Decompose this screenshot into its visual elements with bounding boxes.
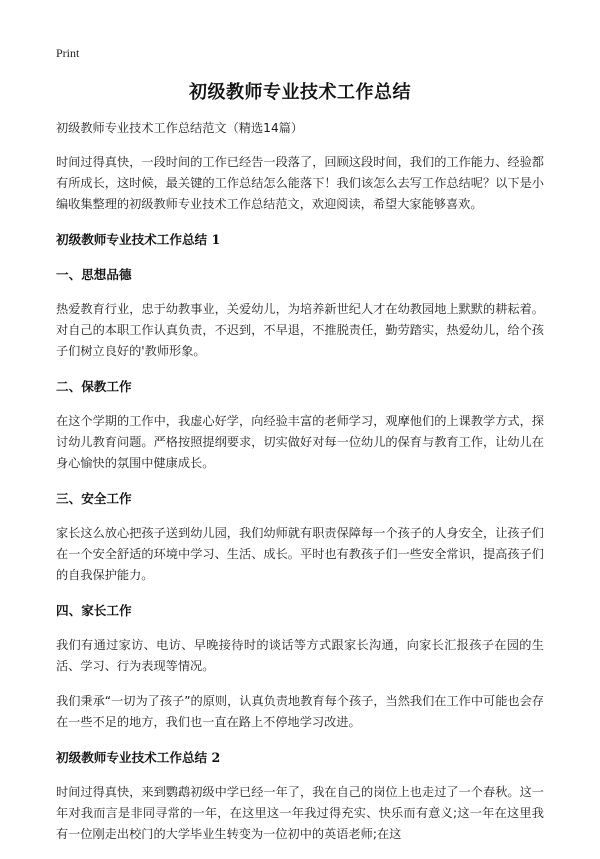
paragraph-parents-1: 我们有通过家访、电访、早晚接待时的谈话等方式跟家长沟通，向家长汇报孩子在园的生活、学习、行为表现等情况。	[56, 638, 544, 673]
paragraph-care-education: 在这个学期的工作中，我虚心好学，向经验丰富的老师学习，观摩他们的上课教学方式，探讨幼儿教育问题。严格按照提纲要求，切实做好对每一位幼儿的保育与教育工作，让幼儿在身心愉快的氛围中健康成长。	[56, 414, 544, 470]
document-body	[56, 118, 544, 859]
section-2-heading: 初级教师专业技术工作总结 2	[56, 750, 221, 765]
document-title: 初级教师专业技术工作总结	[189, 82, 411, 103]
subsection-heading-ideology: 一、思想品德	[56, 267, 132, 282]
print-label[interactable]: Print	[56, 46, 80, 60]
paragraph-safety: 家长这么放心把孩子送到幼儿园，我们幼师就有职责保障每一个孩子的人身安全，让孩子们在一个安全舒适的环境中学习、生活、成长。平时也有教孩子们一些安全常识，提高孩子们的自我保护能力。	[56, 526, 544, 582]
paragraph-parents-2: 我们秉承“一切为了孩子”的原则，认真负责地教育每个孩子，当然我们在工作中可能也会存在一些不足的地方，我们也一直在路上不停地学习改进。	[56, 694, 544, 729]
subsection-heading-parents: 四、家长工作	[56, 603, 132, 618]
intro-paragraph: 时间过得真快，一段时间的工作已经告一段落了，回顾这段时间，我们的工作能力、经验都有所成长，这时候，最关键的工作总结怎么能落下！我们该怎么去写工作总结呢？以下是小编收集整理的初级教师专业技术工作总结范文，欢迎阅读，希望大家能够喜欢。	[56, 155, 544, 211]
subsection-heading-safety: 三、安全工作	[56, 491, 132, 506]
subsection-heading-care-education: 二、保教工作	[56, 379, 132, 394]
section-1-heading: 初级教师专业技术工作总结 1	[56, 232, 221, 247]
section-2-paragraph: 时间过得真快，来到鹦鹉初级中学已经一年了，我在自己的岗位上也走过了一个春秋。这一年对我而言是非同寻常的一年，在这里这一年我过得充实、快乐而有意义;这一年在这里我有一位刚走出校门的大学毕业生转变为一位初中的英语老师;在这	[56, 785, 544, 841]
document-subtitle: 初级教师专业技术工作总结范文（精选14篇）	[56, 121, 304, 135]
paragraph-ideology: 热爱教育行业，忠于幼教事业，关爱幼儿，为培养新世纪人才在幼教园地上默默的耕耘着。对自己的本职工作认真负责，不迟到，不早退，不推脱责任，勤劳踏实，热爱幼儿，给个孩子们树立良好的'教师形象。	[56, 302, 544, 358]
